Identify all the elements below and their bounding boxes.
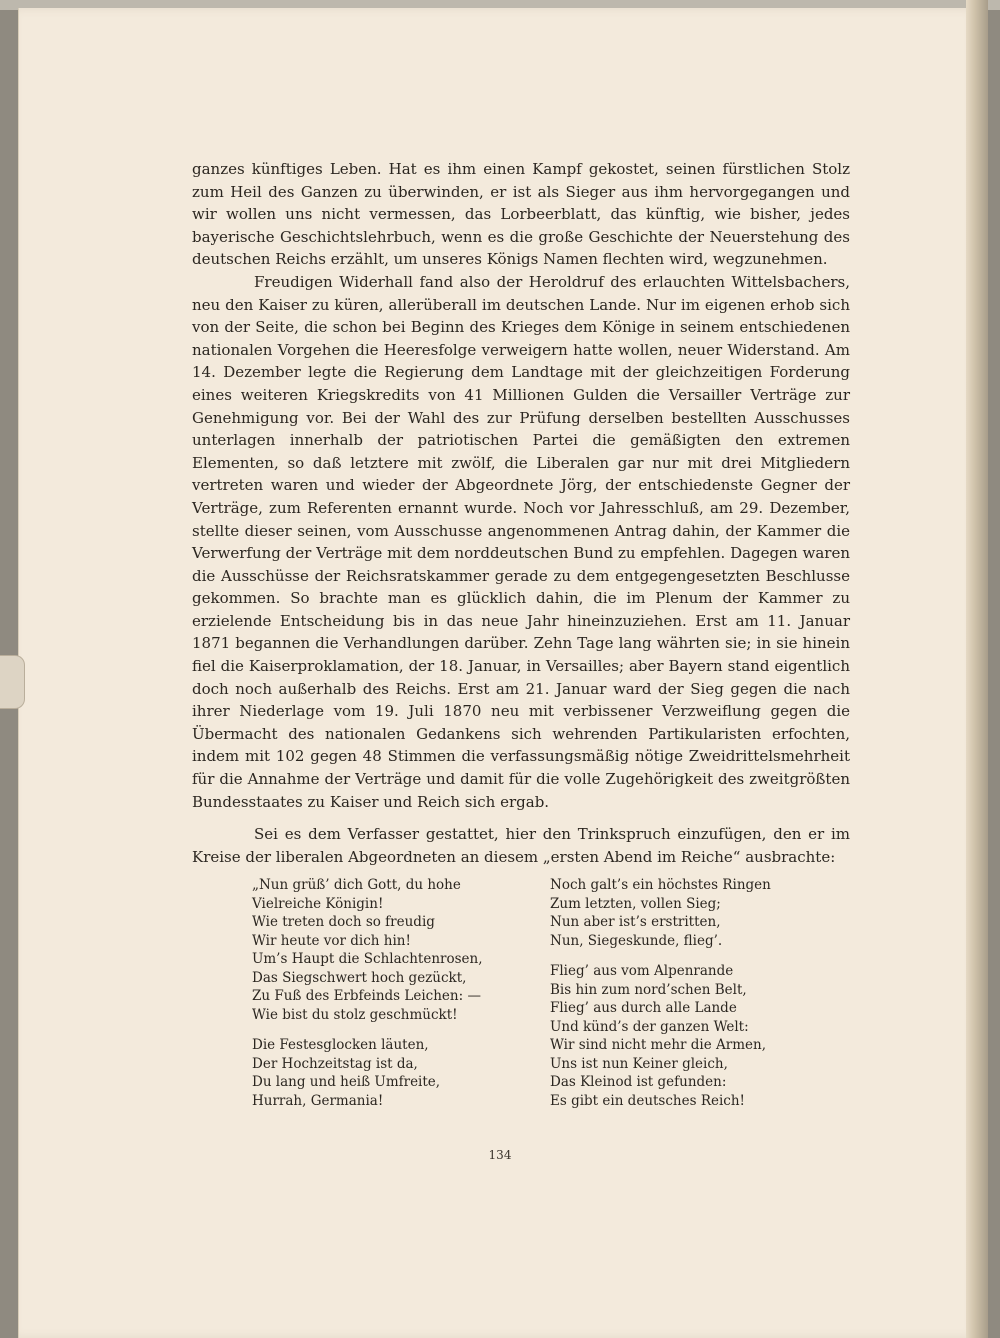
poem-line: Flieg’ aus vom Alpenrande [550, 963, 734, 979]
poem-line: Zu Fuß des Erbfeinds Leichen: — [252, 988, 481, 1004]
poem-line: Es gibt ein deutsches Reich! [550, 1092, 745, 1109]
poem-line: Wie bist du stolz geschmückt! [252, 1006, 458, 1023]
poem-right-column [550, 876, 840, 1122]
poem-line: Flieg’ aus durch alle Lande [550, 1000, 737, 1016]
poem-line: Hurrah, Germania! [252, 1092, 384, 1109]
poem-line: Uns ist nun Keiner gleich, [550, 1055, 728, 1072]
poem-line: Das Siegschwert hoch gezückt, [252, 969, 467, 986]
poem-stanza [252, 1036, 542, 1110]
page-edge-shadow [966, 0, 988, 1338]
poem-line: Wir heute vor dich hin! [252, 932, 411, 949]
poem-line: Vielreiche Königin! [252, 895, 384, 912]
poem-line: Der Hochzeitstag ist da, [252, 1055, 418, 1072]
poem-line: Bis hin zum nord’schen Belt, [550, 981, 747, 998]
page-number: 134 [488, 1148, 512, 1162]
body-text [192, 158, 850, 868]
poem-line: Um’s Haupt die Schlachtenrosen, [252, 951, 483, 967]
paragraph-3: Sei es dem Verfasser gestattet, hier den Trinkspruch einzufügen, den er im Kreise der liberalen Abgeordneten an diesem „ersten Abend im Reiche“ ausbrachte: [192, 825, 850, 866]
poem-line: Du lang und heiß Umfreite, [252, 1074, 441, 1090]
poem-line: Nun, Siegeskunde, flieg’. [550, 932, 723, 949]
poem-stanza [550, 876, 840, 950]
poem-line: Das Kleinod ist gefunden: [550, 1074, 727, 1090]
poem-line: Noch galt’s ein höchstes Ringen [550, 877, 771, 893]
paragraph-1: ganzes künftiges Leben. Hat es ihm einen Kampf gekostet, seinen fürstlichen Stolz zum Heil des Ganzen zu überwinden, er ist als Sieger aus ihm hervorgegangen und wir wollen uns nicht vermessen, das Lorbeerblatt, das künftig, wie bisher, jedes bayerische Geschichtslehrbuch, wenn es die große Geschichte der Neuerstehung des deutschen Reichs erzählt, um unseres Königs Namen flechten wird, wegzunehmen. [192, 160, 850, 269]
poem-line: Und künd’s der ganzen Welt: [550, 1018, 749, 1035]
poem-line: Die Festesglocken läuten, [252, 1037, 429, 1053]
poem-stanza [550, 962, 840, 1110]
bookmark-tab [0, 655, 25, 709]
poem-line: Wir sind nicht mehr die Armen, [550, 1037, 767, 1053]
poem-stanza [252, 876, 542, 1024]
poem-line: „Nun grüß’ dich Gott, du hohe [252, 877, 461, 893]
poem-line: Wie treten doch so freudig [252, 914, 435, 930]
poem-left-column [252, 876, 542, 1122]
poem-line: Nun aber ist’s erstritten, [550, 914, 721, 930]
paragraph-2: Freudigen Widerhall fand also der Heroldruf des erlauchten Wittelsbachers, neu den Kaiser zu küren, allerüberall im deutschen Lande. Nur im eigenen erhob sich von der Seite, die schon bei Beginn des Krieges dem Könige in seinem entschiedenen nationalen Vorgehen die Heeresfolge verweigern hatte wollen, neuer Widerstand. Am 14. Dezember legte die Regierung dem Landtage mit der gleichzeitigen Forderung eines weiteren Kriegskredits von 41 Millionen Gulden die Versailler Verträge zur Genehmigung vor. Bei der Wahl des zur Prüfung derselben bestellten Ausschusses unterlagen innerhalb der patriotischen Partei die gemäßigten den extremen Elementen, so daß letztere mit zwölf, die Liberalen gar nur mit drei Mitgliedern vertreten waren und wieder der Abgeordnete Jörg, der entschiedenste Gegner der Verträge, zum Referenten ernannt wurde. Noch vor Jahresschluß, am 29. Dezember, stellte dieser seinen, vom Ausschusse angenommenen Antrag dahin, der Kammer die Verwerfung der Verträge mit dem norddeutschen Bund zu empfehlen. Dagegen waren die Ausschüsse der Reichsratskammer gerade zu dem entgegengesetzten Beschlusse gekommen. So brachte man es glücklich dahin, die im Plenum der Kammer zu erzielende Entscheidung bis in das neue Jahr hineinzuziehen. Erst am 11. Januar 1871 begannen die Verhandlungen darüber. Zehn Tage lang währten sie; in sie hinein fiel die Kaiserproklamation, der 18. Januar, in Versailles; aber Bayern stand eigentlich doch noch außerhalb des Reichs. Erst am 21. Januar ward der Sieg gegen die nach ihrer Niederlage vom 19. Juli 1870 neu mit verbissener Verzweiflung gegen die Übermacht des nationalen Gedankens sich wehrenden Partikularisten erfochten, indem mit 102 gegen 48 Stimmen die verfassungsmäßig nötige Zweidrittelsmehrheit für die Annahme der Verträge und damit für die volle Zugehörigkeit des zweitgrößten Bundesstaates zu Kaiser und Reich sich ergab. [192, 272, 850, 811]
poem-line: Zum letzten, vollen Sieg; [550, 895, 721, 912]
